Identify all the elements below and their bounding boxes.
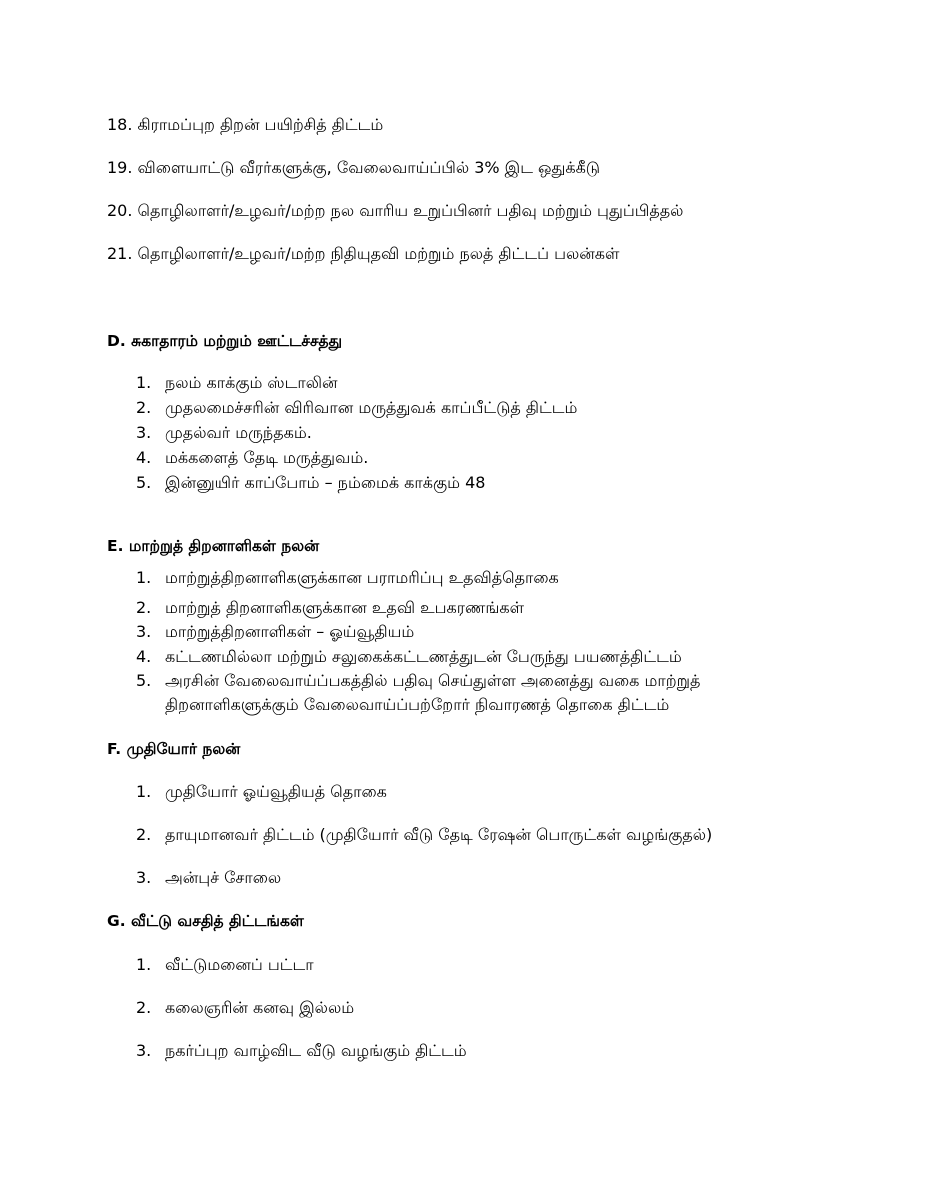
item-text: முதியோர் ஓய்வூதியத் தொகை — [165, 782, 387, 801]
item-number: 1. — [136, 568, 152, 587]
section-heading-health: D. சுகாதாரம் மற்றும் ஊட்டச்சத்து — [107, 332, 343, 350]
list-item-20 — [107, 200, 683, 222]
item-text: மாற்றுத் திறனாளிகளுக்கான உதவி உபகரணங்கள் — [165, 598, 525, 617]
list-item-19 — [107, 157, 600, 179]
item-text: அன்புச் சோலை — [165, 868, 282, 887]
list-item-18 — [107, 114, 383, 136]
item-number: 4. — [136, 647, 152, 666]
item-text: தாயுமானவர் திட்டம் (முதியோர் வீடு தேடி ரேஷன் பொருட்கள் வழங்குதல்) — [165, 825, 713, 844]
section-heading-disability: E. மாற்றுத் திறனாளிகள் நலன் — [107, 537, 320, 555]
item-text: அரசின் வேலைவாய்ப்பகத்தில் பதிவு செய்துள்ள அனைத்து வகை மாற்றுத் — [165, 671, 701, 690]
item-text: நலம் காக்கும் ஸ்டாலின் — [165, 373, 338, 392]
item-text: கட்டணமில்லா மற்றும் சலுகைக்கட்டணத்துடன் பேருந்து பயணத்திட்டம் — [165, 647, 682, 666]
list-item-21 — [107, 243, 619, 265]
item-text: கலைஞரின் கனவு இல்லம் — [165, 998, 355, 1017]
item-text: கிராமப்புற திறன் பயிற்சித் திட்டம் — [137, 115, 384, 134]
item-number: 1. — [136, 955, 152, 974]
item-text: நகர்ப்புற வாழ்விட வீடு வழங்கும் திட்டம் — [165, 1041, 467, 1060]
item-number: 20. — [107, 201, 133, 220]
item-number: 3. — [136, 868, 152, 887]
item-number: 5. — [136, 671, 152, 690]
item-text-continued: திறனாளிகளுக்கும் வேலைவாய்ப்பற்றோர் நிவாரணத் தொகை திட்டம் — [165, 695, 670, 714]
item-number: 5. — [136, 473, 152, 492]
section-heading-elderly: F. முதியோர் நலன் — [107, 740, 241, 758]
item-number: 1. — [136, 782, 152, 801]
item-number: 2. — [136, 825, 152, 844]
item-number: 4. — [136, 448, 152, 467]
item-number: 19. — [107, 158, 133, 177]
item-text: மாற்றுத்திறனாளிகள் – ஓய்வூதியம் — [165, 622, 415, 641]
item-number: 1. — [136, 373, 152, 392]
item-text: வீட்டுமனைப் பட்டா — [165, 955, 314, 974]
item-text: தொழிலாளர்/உழவர்/மற்ற நல வாரிய உறுப்பினர் பதிவு மற்றும் புதுப்பித்தல் — [137, 201, 684, 220]
item-number: 3. — [136, 1041, 152, 1060]
item-number: 3. — [136, 622, 152, 641]
item-number: 3. — [136, 423, 152, 442]
item-text: முதலமைச்சரின் விரிவான மருத்துவக் காப்பீட்டுத் திட்டம் — [165, 398, 578, 417]
section-heading-housing: G. வீட்டு வசதித் திட்டங்கள் — [107, 912, 304, 930]
item-number: 2. — [136, 398, 152, 417]
item-text: இன்னுயிர் காப்போம் – நம்மைக் காக்கும் 48 — [165, 473, 486, 492]
item-text: விளையாட்டு வீரர்களுக்கு, வேலைவாய்ப்பில் 3% இட ஒதுக்கீடு — [137, 158, 601, 177]
item-number: 21. — [107, 244, 133, 263]
item-number: 2. — [136, 598, 152, 617]
item-text: முதல்வர் மருந்தகம். — [165, 423, 312, 442]
item-number: 2. — [136, 998, 152, 1017]
item-text: தொழிலாளர்/உழவர்/மற்ற நிதியுதவி மற்றும் நலத் திட்டப் பலன்கள் — [137, 244, 620, 263]
item-text: மாற்றுத்திறனாளிகளுக்கான பராமரிப்பு உதவித்தொகை — [165, 568, 559, 587]
item-number: 18. — [107, 115, 133, 134]
item-text: மக்களைத் தேடி மருத்துவம். — [165, 448, 369, 467]
